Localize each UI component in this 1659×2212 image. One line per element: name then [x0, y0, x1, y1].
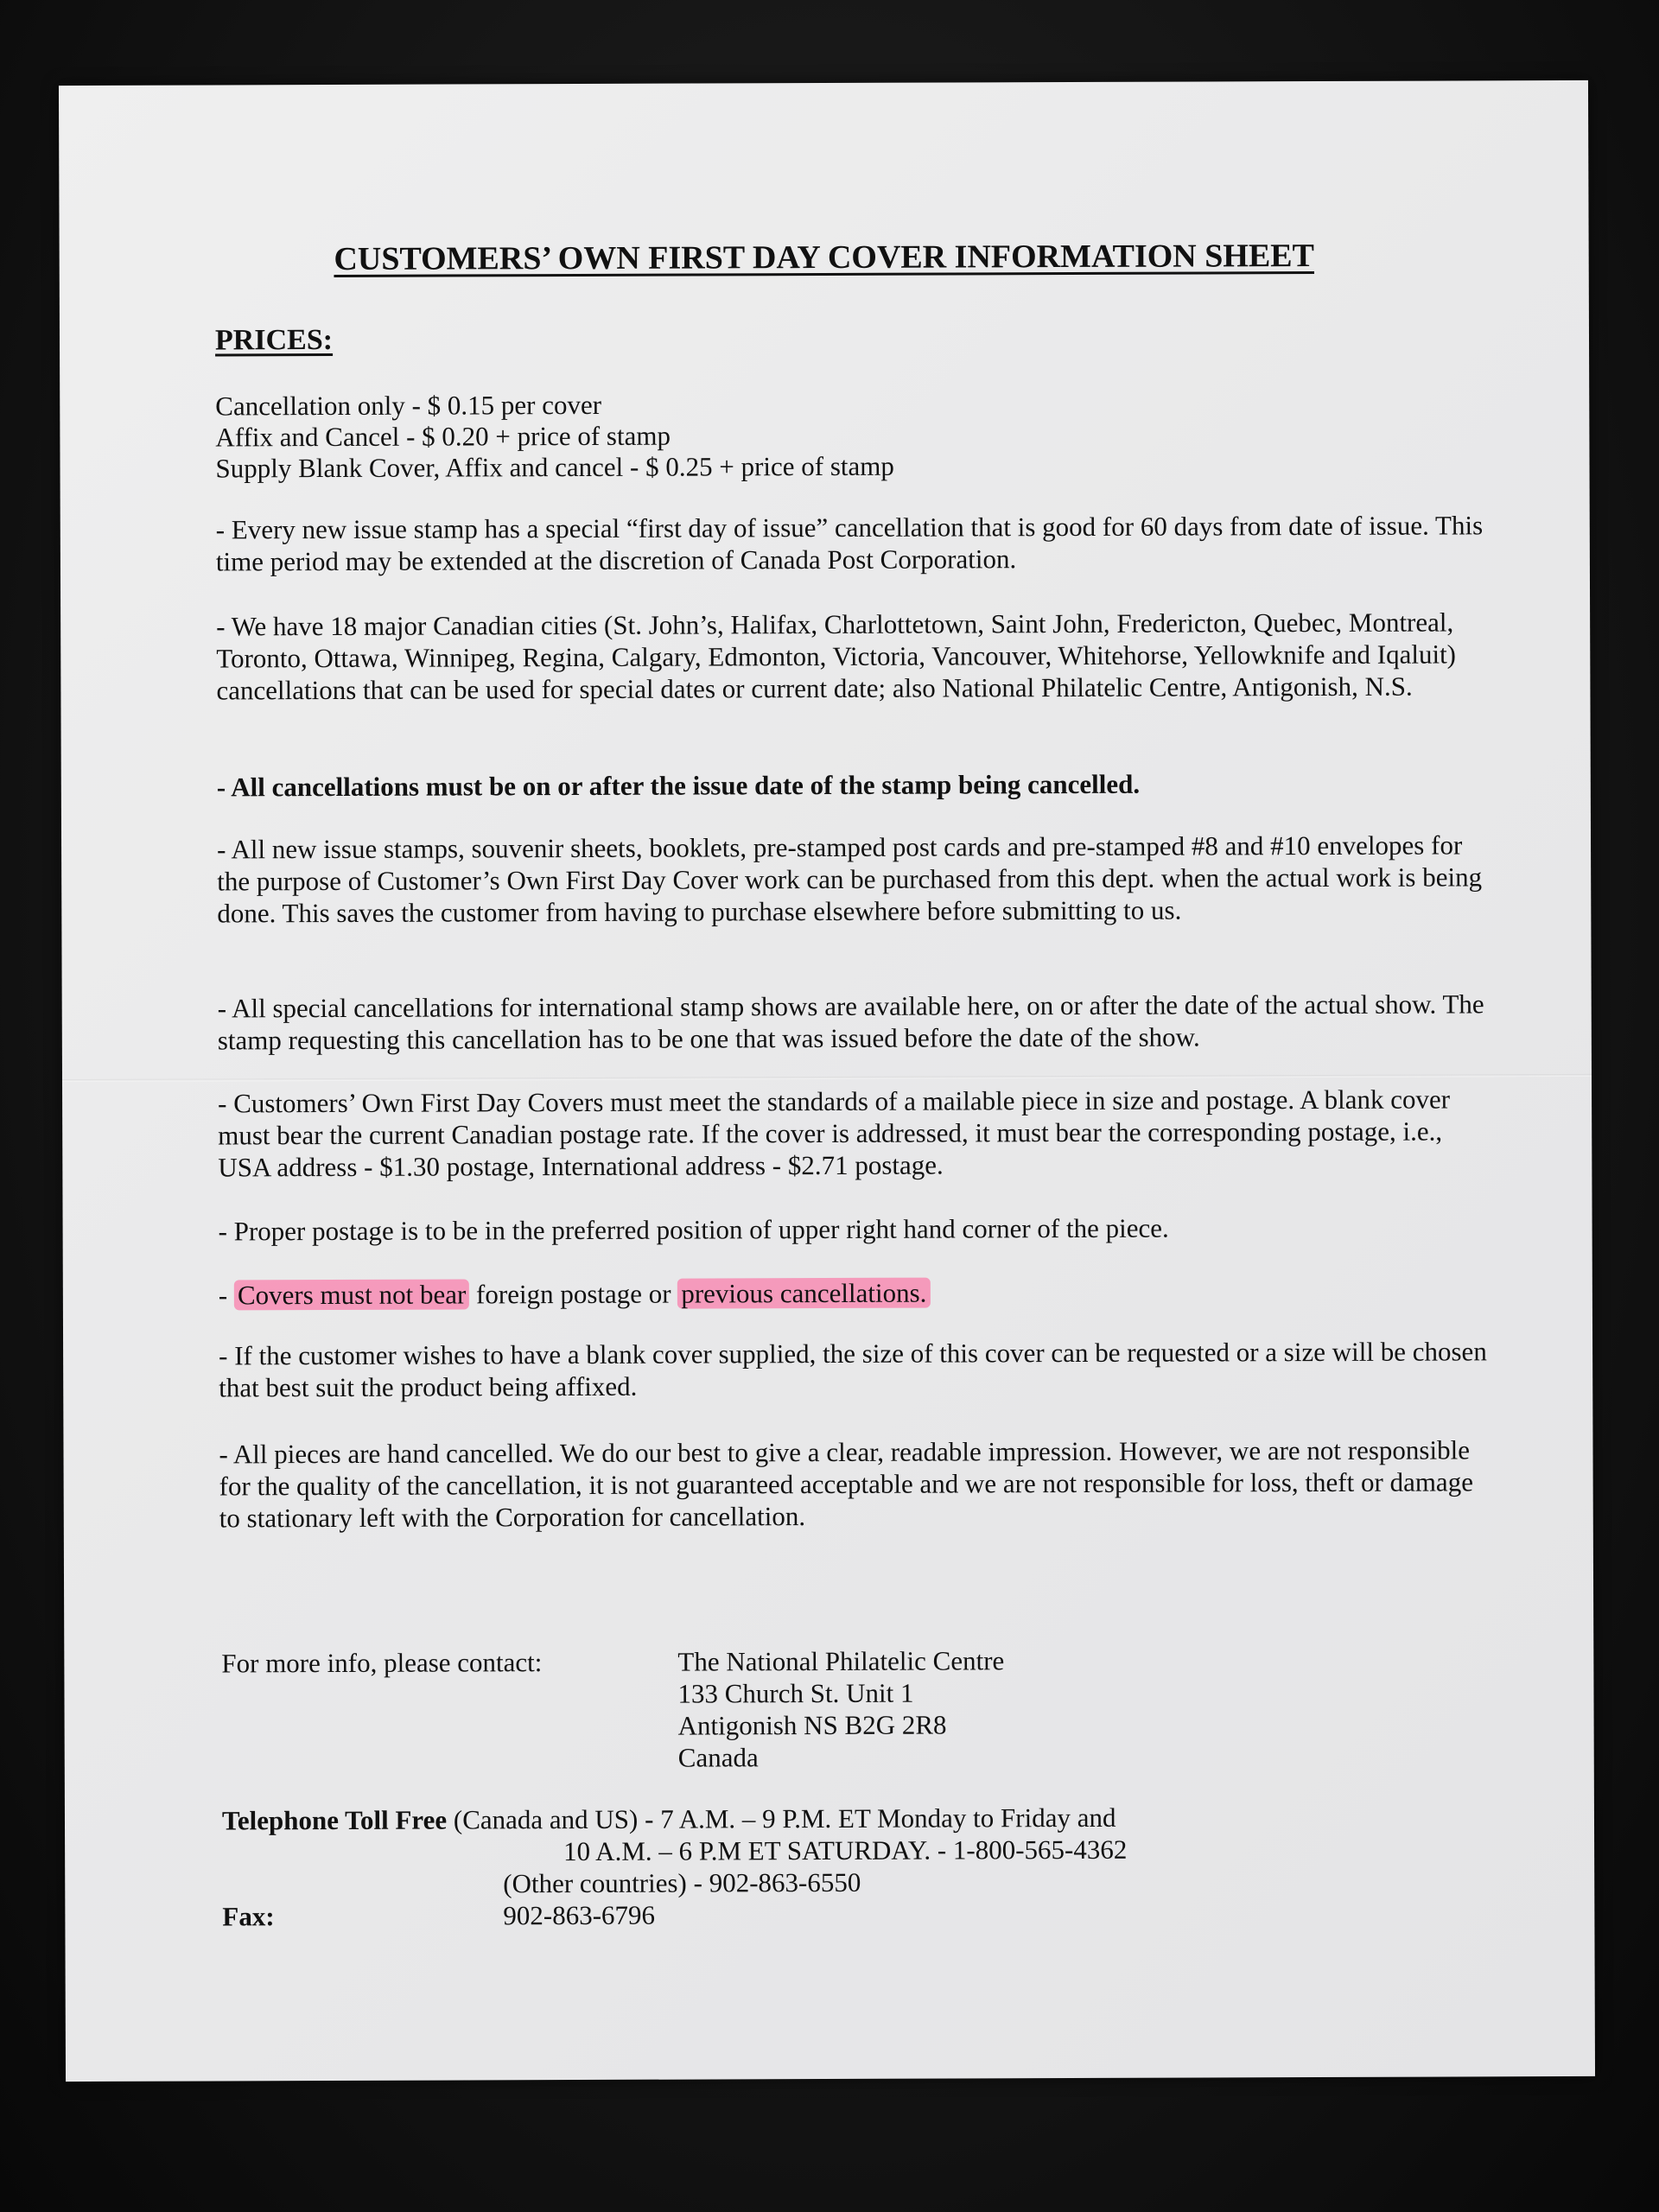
- paragraph-postage-position: - Proper postage is to be in the preferred position of upper right hand corner of the piece.: [218, 1212, 1169, 1247]
- price-item: Supply Blank Cover, Affix and cancel - $ 0.25 + price of stamp: [215, 450, 894, 484]
- address-line: Canada: [677, 1742, 759, 1773]
- paragraph-foreign-postage: [219, 1274, 1489, 1311]
- address-line: The National Philatelic Centre: [677, 1645, 1005, 1677]
- paragraph-cities: - We have 18 major Canadian cities (St. John’s, Halifax, Charlottetown, Saint John, Fredericton, Quebec, Montreal, Toronto, Ottawa, Winnipeg, Regina, Calgary, Edmonton, Victoria, Vancouver, Whitehorse, Yellowknife and Iqaluit) cancellations that can be used for special dates or current date; also National Philatelic Centre, Antigonish, N.S.: [216, 607, 1457, 706]
- price-item: Cancellation only - $ 0.15 per cover: [215, 389, 602, 422]
- telephone-label: Telephone Toll Free: [221, 1804, 448, 1836]
- address-line: 133 Church St. Unit 1: [677, 1677, 914, 1709]
- contact-address: [677, 1644, 1004, 1773]
- page-title: CUSTOMERS’ OWN FIRST DAY COVER INFORMATION SHEET: [334, 238, 1315, 277]
- telephone-hours-1: (Canada and US) - 7 A.M. – 9 P.M. ET Monday to Friday and: [453, 1802, 1116, 1835]
- highlighted-text: previous cancellations.: [677, 1278, 930, 1309]
- paragraph-first-day-cancellation: - Every new issue stamp has a special “first day of issue” cancellation that is good for 60 days from date of issue. This time period may be extended at the discretion of Canada Post Corporation.: [215, 510, 1484, 577]
- paragraph-stamp-shows: - All special cancellations for international stamp shows are available here, on or after the date of the actual show. The stamp requesting this cancellation has to be one that was issued before the date of the show.: [217, 988, 1484, 1056]
- paragraph-mailable-standards: - Customers’ Own First Day Covers must meet the standards of a mailable piece in size and postage. A blank cover must bear the current Canadian postage rate. If the cover is addressed, it must bear the corresponding postage, i.e., USA address - $1.30 postage, International address - $2.71 postage.: [218, 1084, 1451, 1183]
- paper-fold-line: [62, 1074, 1592, 1082]
- telephone-hours-2: 10 A.M. – 6 P.M ET SATURDAY. - 1-800-565-4362: [563, 1834, 1128, 1867]
- prices-list: [215, 387, 1425, 485]
- telephone-block: [221, 1800, 1518, 1932]
- paragraph-text: foreign postage or: [475, 1278, 671, 1310]
- telephone-other-countries: (Other countries) - 902-863-6550: [503, 1866, 861, 1899]
- address-line: Antigonish NS B2G 2R8: [677, 1709, 947, 1741]
- information-sheet: [59, 80, 1595, 2082]
- contact-label: For more info, please contact:: [221, 1647, 543, 1679]
- telephone-line-1: [222, 1800, 1518, 1836]
- paragraph-issue-date-rule: - All cancellations must be on or after the issue date of the stamp being cancelled.: [216, 768, 1141, 803]
- prices-heading: PRICES:: [214, 323, 334, 357]
- price-item: Affix and Cancel - $ 0.20 + price of stamp: [215, 420, 671, 453]
- highlighted-text: Covers must not bear: [234, 1279, 469, 1310]
- paragraph-blank-cover: - If the customer wishes to have a blank cover supplied, the size of this cover can be requested or a size will be chosen that best suit the product being affixed.: [219, 1336, 1487, 1403]
- fax-label: Fax:: [222, 1901, 275, 1932]
- fax-number: 902-863-6796: [503, 1899, 656, 1931]
- bullet-dash: -: [218, 1280, 228, 1311]
- paragraph-hand-cancelled: - All pieces are hand cancelled. We do our best to give a clear, readable impression. However, we are not responsible for the quality of the cancellation, it is not guaranteed acceptable and we are not responsible for loss, theft or damage to stationary left with the Corporation for cancellation.: [219, 1434, 1473, 1534]
- paragraph-new-issue-stamps: - All new issue stamps, souvenir sheets, booklets, pre-stamped post cards and pre-stamped #8 and #10 envelopes for the purpose of Customer’s Own First Day Cover work can be purchased from this dept. when the actual work is being done. This saves the customer from having to purchase elsewhere before submitting to us.: [216, 830, 1483, 929]
